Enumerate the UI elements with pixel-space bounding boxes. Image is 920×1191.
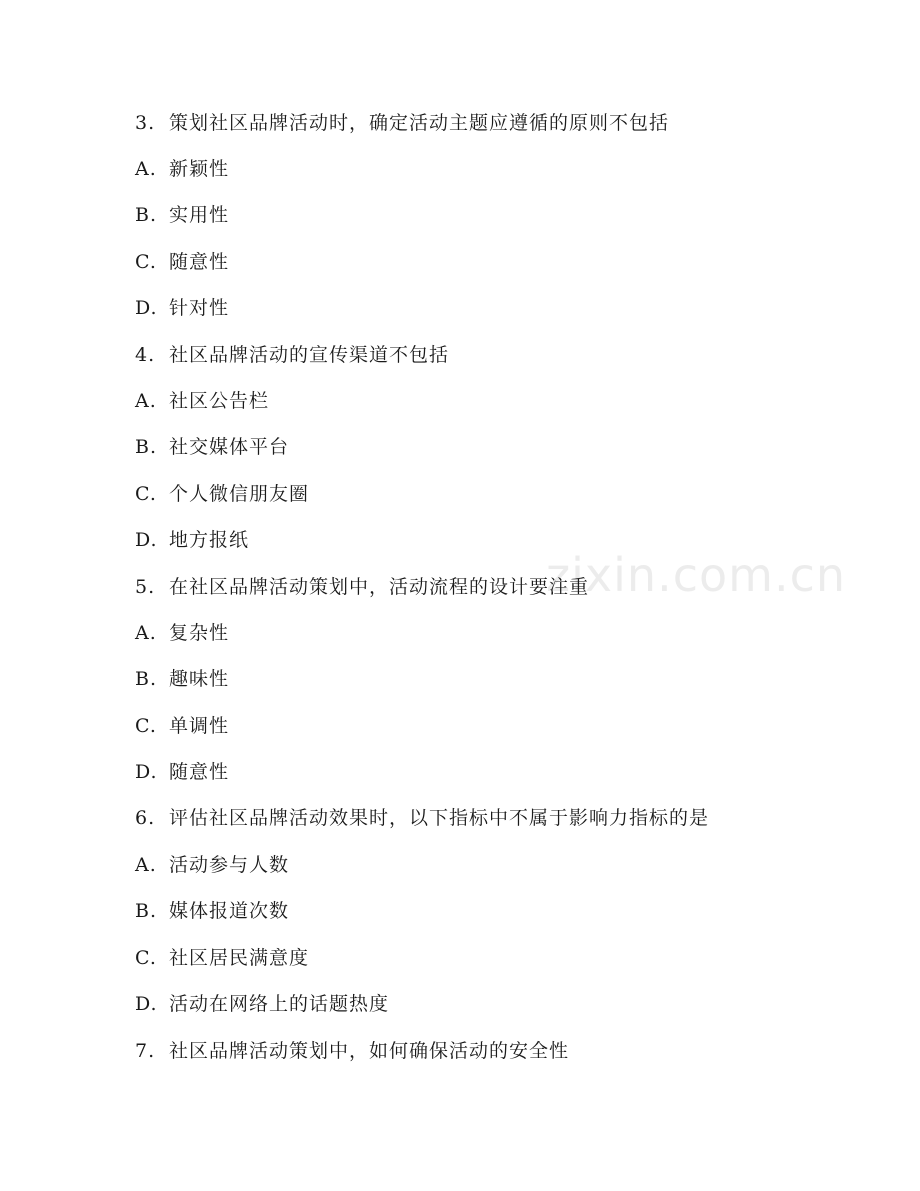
- option-letter: C.: [135, 251, 157, 273]
- option-letter: D.: [135, 993, 158, 1015]
- option-text: 活动参与人数: [169, 854, 290, 876]
- option-letter: B.: [135, 204, 158, 226]
- option-letter: C.: [135, 947, 157, 969]
- option-letter: A.: [135, 390, 157, 412]
- option-text: 复杂性: [169, 622, 230, 644]
- option-4a: [135, 386, 269, 416]
- option-letter: C.: [135, 715, 157, 737]
- question-4: [135, 340, 449, 370]
- option-3b: [135, 200, 229, 230]
- option-text: 社区公告栏: [169, 390, 270, 412]
- option-text: 趣味性: [169, 668, 230, 690]
- question-text: 社区品牌活动策划中，如何确保活动的安全性: [169, 1040, 570, 1062]
- option-text: 随意性: [169, 761, 230, 783]
- option-3a: [135, 154, 229, 184]
- question-6: [135, 803, 709, 833]
- option-text: 针对性: [169, 297, 230, 319]
- option-letter: B.: [135, 436, 158, 458]
- option-text: 地方报纸: [169, 529, 250, 551]
- option-5a: [135, 618, 229, 648]
- option-5c: [135, 711, 229, 741]
- question-number: 6.: [135, 807, 156, 829]
- option-6c: [135, 943, 309, 973]
- option-letter: D.: [135, 529, 158, 551]
- question-number: 3.: [135, 112, 156, 134]
- option-5b: [135, 664, 229, 694]
- question-5: [135, 572, 589, 602]
- question-3: [135, 108, 669, 138]
- question-text: 策划社区品牌活动时，确定活动主题应遵循的原则不包括: [169, 112, 670, 134]
- option-text: 社交媒体平台: [169, 436, 290, 458]
- option-letter: B.: [135, 900, 158, 922]
- option-letter: B.: [135, 668, 158, 690]
- option-6a: [135, 850, 289, 880]
- option-text: 随意性: [169, 251, 230, 273]
- option-letter: A.: [135, 158, 157, 180]
- question-text: 社区品牌活动的宣传渠道不包括: [169, 344, 450, 366]
- question-7: [135, 1036, 569, 1066]
- option-4b: [135, 432, 289, 462]
- option-letter: C.: [135, 483, 157, 505]
- option-6d: [135, 989, 389, 1019]
- option-text: 实用性: [169, 204, 230, 226]
- question-number: 4.: [135, 344, 156, 366]
- option-text: 单调性: [169, 715, 230, 737]
- question-text: 评估社区品牌活动效果时，以下指标中不属于影响力指标的是: [169, 807, 710, 829]
- option-6b: [135, 896, 289, 926]
- question-text: 在社区品牌活动策划中，活动流程的设计要注重: [169, 576, 590, 598]
- watermark: zixin.com.cn: [546, 548, 847, 602]
- question-number: 7.: [135, 1040, 156, 1062]
- option-text: 媒体报道次数: [169, 900, 290, 922]
- option-text: 个人微信朋友圈: [169, 483, 310, 505]
- option-letter: A.: [135, 854, 157, 876]
- option-5d: [135, 757, 229, 787]
- question-number: 5.: [135, 576, 156, 598]
- option-text: 新颖性: [169, 158, 230, 180]
- option-4d: [135, 525, 249, 555]
- option-text: 活动在网络上的话题热度: [169, 993, 390, 1015]
- option-letter: A.: [135, 622, 157, 644]
- option-3c: [135, 247, 229, 277]
- option-letter: D.: [135, 761, 158, 783]
- option-text: 社区居民满意度: [169, 947, 310, 969]
- option-letter: D.: [135, 297, 158, 319]
- option-3d: [135, 293, 229, 323]
- option-4c: [135, 479, 309, 509]
